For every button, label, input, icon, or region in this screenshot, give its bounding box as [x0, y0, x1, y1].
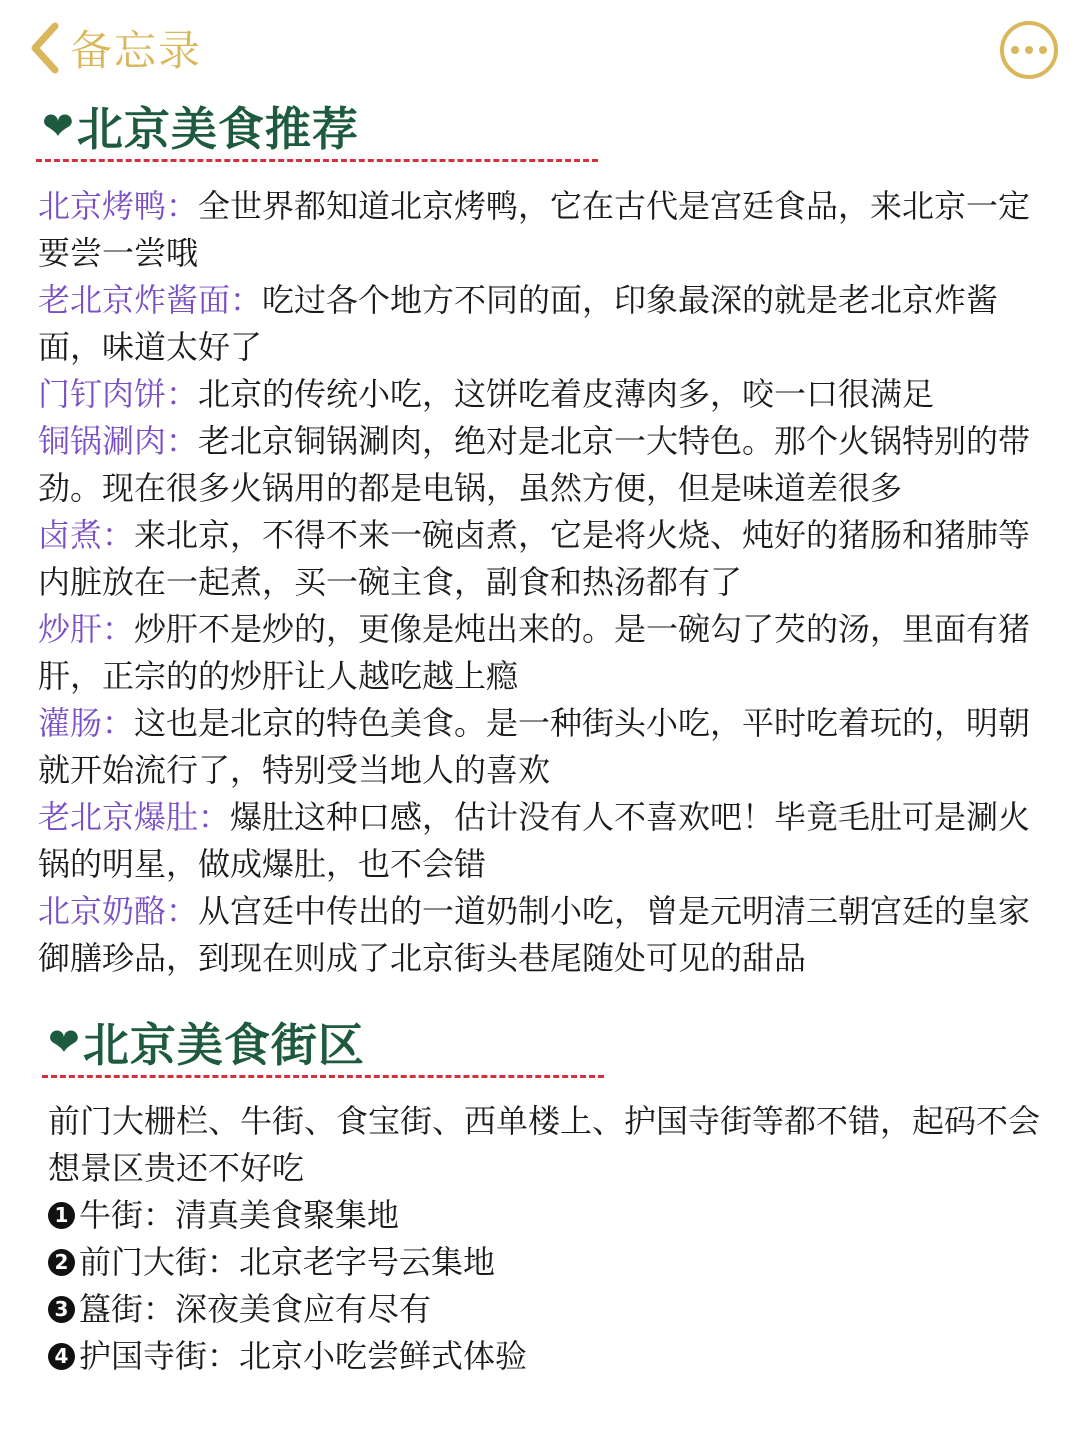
street-item — [48, 1286, 1048, 1333]
food-desc: 全世界都知道北京烤鸭，它在古代是宫廷食品，来北京一定要尝一尝哦 — [38, 187, 1031, 272]
nav-header — [0, 0, 1080, 100]
dashed-divider — [36, 159, 598, 162]
food-name: 北京奶酪： — [38, 892, 199, 930]
street-text: 簋街：深夜美食应有尽有 — [79, 1290, 432, 1328]
dashed-divider — [42, 1075, 604, 1078]
street-text: 牛街：清真美食聚集地 — [79, 1196, 400, 1234]
food-name: 北京烤鸭： — [38, 187, 199, 225]
food-item — [38, 700, 1048, 794]
food-item — [38, 794, 1048, 888]
food-item — [38, 183, 1048, 277]
street-text: 前门大街：北京老字号云集地 — [79, 1243, 496, 1281]
street-item — [48, 1239, 1048, 1286]
food-desc: 来北京，不得不来一碗卤煮，它是将火烧、炖好的猪肠和猪肺等内脏放在一起煮，买一碗主食，副食和热汤都有了 — [38, 516, 1031, 601]
food-desc: 从宫廷中传出的一道奶制小吃，曾是元明清三朝宫廷的皇家御膳珍品，到现在则成了北京街头巷尾随处可见的甜品 — [38, 892, 1031, 977]
back-button[interactable] — [30, 18, 202, 78]
heart-icon: ❤ — [48, 1020, 81, 1064]
number-badge-icon: 2 — [48, 1249, 75, 1276]
section-title-text: 北京美食街区 — [82, 1018, 365, 1072]
food-streets-block — [48, 1098, 1048, 1380]
number-badge-icon: 4 — [48, 1343, 75, 1370]
food-name: 老北京炸酱面： — [38, 281, 263, 319]
food-item — [38, 888, 1048, 982]
number-badge-icon: 3 — [48, 1296, 75, 1323]
food-name: 老北京爆肚： — [38, 798, 231, 836]
back-label: 备忘录 — [70, 26, 203, 75]
food-desc: 吃过各个地方不同的面，印象最深的就是老北京炸酱面，味道太好了 — [38, 281, 999, 366]
food-item — [38, 606, 1048, 700]
food-list — [38, 183, 1048, 982]
section-title-text: 北京美食推荐 — [76, 102, 359, 156]
food-name: 铜锅涮肉： — [38, 422, 199, 460]
streets-intro: 前门大栅栏、牛街、食宝街、西单楼上、护国寺街等都不错，起码不会想景区贵还不好吃 — [48, 1102, 1041, 1187]
food-name: 卤煮： — [38, 516, 135, 554]
food-item — [38, 277, 1048, 371]
more-dot-icon — [1011, 46, 1019, 54]
food-name: 炒肝： — [38, 610, 135, 648]
heart-icon: ❤ — [42, 104, 75, 148]
food-name: 门钉肉饼： — [38, 375, 199, 413]
food-desc: 老北京铜锅涮肉，绝对是北京一大特色。那个火锅特别的带劲。现在很多火锅用的都是电锅，虽然方便，但是味道差很多 — [38, 422, 1031, 507]
street-item — [48, 1333, 1048, 1380]
more-dot-icon — [1025, 46, 1033, 54]
food-name: 灌肠： — [38, 704, 135, 742]
street-item — [48, 1192, 1048, 1239]
food-desc: 炒肝不是炒的，更像是炖出来的。是一碗勾了芡的汤，里面有猪肝，正宗的的炒肝让人越吃越上瘾 — [38, 610, 1031, 695]
food-item — [38, 371, 1048, 418]
food-item — [38, 512, 1048, 606]
food-desc: 北京的传统小吃，这饼吃着皮薄肉多，咬一口很满足 — [198, 375, 935, 413]
section-title-food-recommend — [42, 98, 359, 154]
more-dot-icon — [1039, 46, 1047, 54]
section-title-food-streets — [48, 1014, 365, 1070]
more-options-button[interactable] — [1000, 21, 1058, 79]
chevron-left-icon — [30, 22, 60, 74]
number-badge-icon: 1 — [48, 1202, 75, 1229]
street-text: 护国寺街：北京小吃尝鲜式体验 — [79, 1337, 528, 1375]
street-list — [48, 1192, 1048, 1380]
food-desc: 爆肚这种口感，估计没有人不喜欢吧！毕竟毛肚可是涮火锅的明星，做成爆肚，也不会错 — [38, 798, 1031, 883]
food-item — [38, 418, 1048, 512]
food-desc: 这也是北京的特色美食。是一种街头小吃，平时吃着玩的，明朝就开始流行了，特别受当地人的喜欢 — [38, 704, 1031, 789]
